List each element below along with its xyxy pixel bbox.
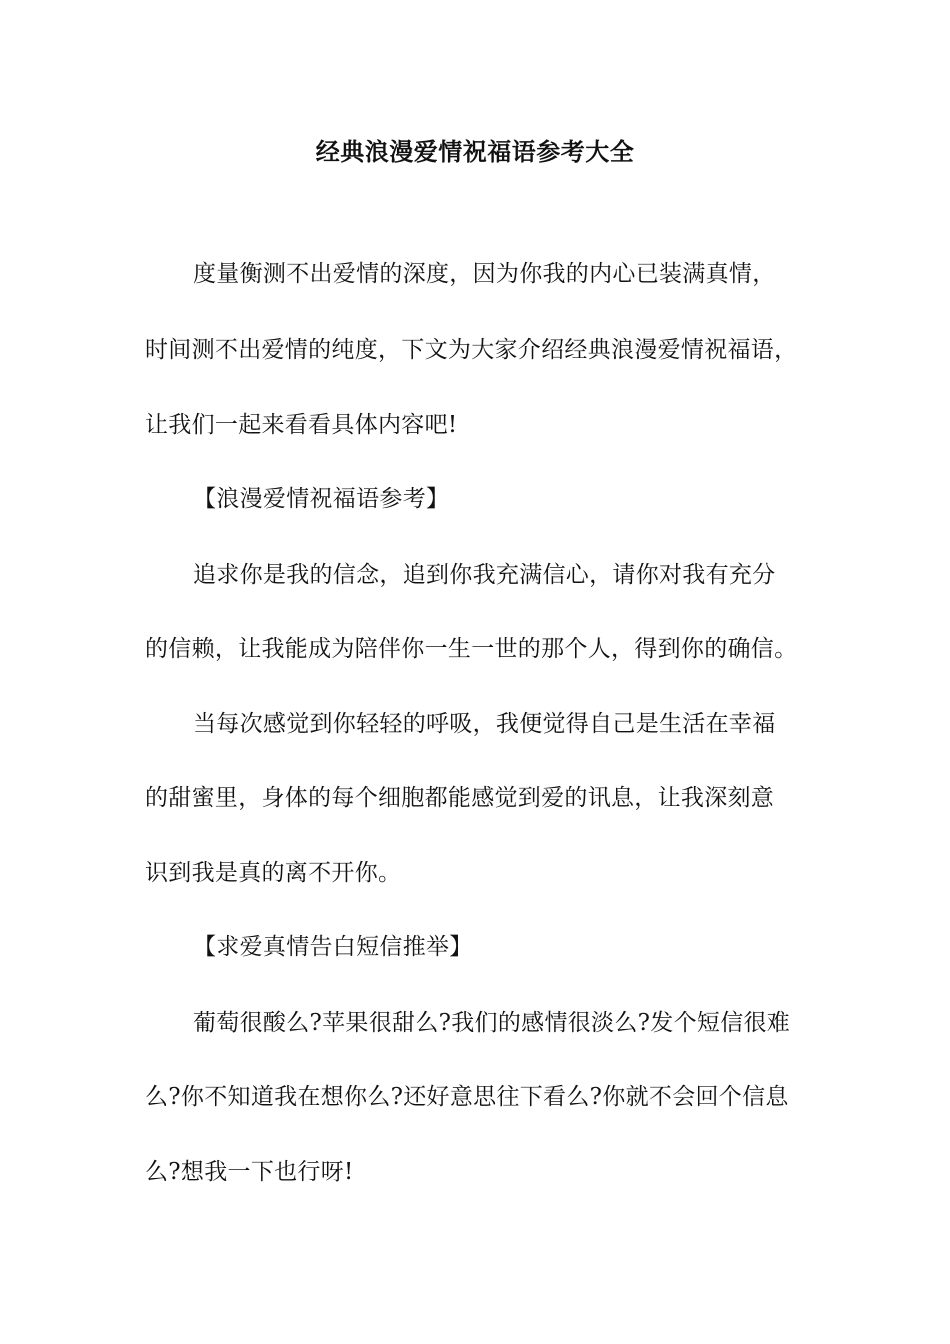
paragraph-line: 么?想我一下也行呀! — [145, 1159, 354, 1185]
section-heading: 【求爱真情告白短信推举】 — [193, 934, 473, 960]
paragraph-line: 让我们一起来看看具体内容吧! — [145, 412, 458, 438]
paragraph-line: 么?你不知道我在想你么?还好意思往下看么?你就不会回个信息 — [145, 1084, 789, 1110]
paragraph-line: 度量衡测不出爱情的深度，因为你我的内心已装满真情， — [193, 261, 776, 287]
section-heading: 【浪漫爱情祝福语参考】 — [193, 486, 450, 512]
paragraph-line: 葡萄很酸么?苹果很甜么?我们的感情很淡么?发个短信很难 — [193, 1010, 791, 1036]
paragraph-line: 追求你是我的信念，追到你我充满信心，请你对我有充分 — [193, 562, 776, 588]
paragraph-line: 的信赖，让我能成为陪伴你一生一世的那个人，得到你的确信。 — [145, 636, 798, 662]
paragraph-line: 时间测不出爱情的纯度，下文为大家介绍经典浪漫爱情祝福语， — [145, 337, 798, 363]
paragraph-line: 的甜蜜里，身体的每个细胞都能感觉到爱的讯息，让我深刻意 — [145, 785, 775, 811]
paragraph-line: 当每次感觉到你轻轻的呼吸，我便觉得自己是生活在幸福 — [193, 711, 776, 737]
paragraph-line: 识到我是真的离不开你。 — [145, 860, 402, 886]
document-title: 经典浪漫爱情祝福语参考大全 — [315, 137, 635, 166]
